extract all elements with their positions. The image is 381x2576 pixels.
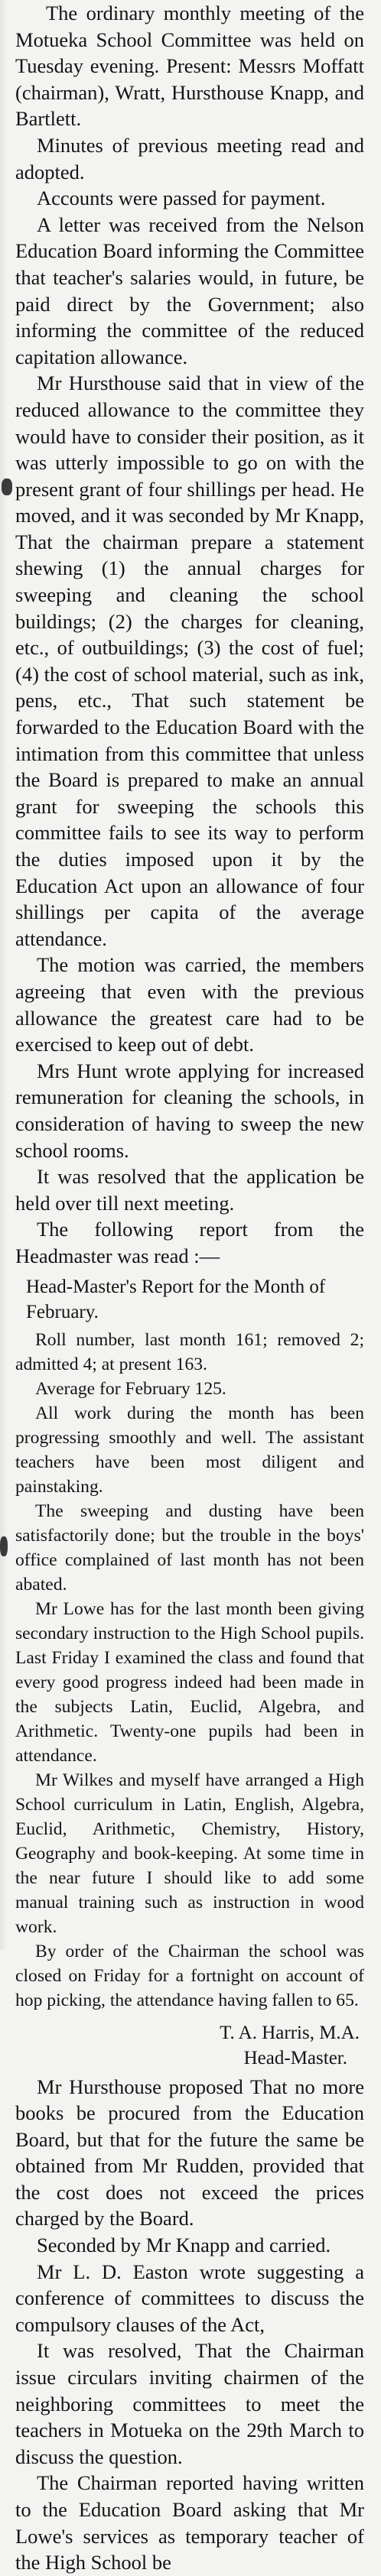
ink-blot-mark	[2, 479, 12, 495]
report-sweeping: The sweeping and dusting have been satisfactorily done; but the trouble in the boys' office complained of last month has not been abated.	[15, 1501, 364, 1595]
hursthouse-motion-paragraph: Mr Hursthouse said that in view of the reduced allowance to the committee they would have to consider their position, as it was utterly impossible to go on with the present grant of four shillings per head. He moved, and it was seconded by Mr Knapp, That the chairman prepare a statement shewing (1) the annual charges for sweeping and cleaning the school buildings; (2) the charges for cleaning, etc., of outbuildings; (3) the cost of fuel; (4) the cost of school material, such as ink, pens, etc., That such statement be forwarded to the Education Board with the intimation from this committee that unless the Board is prepared to make an annual grant for sweeping the schools this committee fails to see its way to perform the duties imposed upon it by the Education Act upon an allowance of four shillings per capita of the average attendance.	[15, 371, 364, 950]
report-curriculum: Mr Wilkes and myself have arranged a High School curriculum in Latin, English, Algebra, Euclid, Arithmetic, Chemistry, History, Geography and book-keeping. At some time in the near future I should like to add some manual training such as instruction in wood work.	[15, 1770, 364, 1937]
meeting-intro-paragraph: The ordinary monthly meeting of the Motueka School Committee was held on Tuesday evening. Present: Messrs Moffatt (chairman), Wratt, Hursthouse Knapp, and Bartlett.	[15, 2, 364, 131]
ink-blot-mark	[0, 1536, 8, 1556]
report-secondary-instruction: Mr Lowe has for the last month been giving secondary instruction to the High School pupils. Last Friday I examined the class and found that every good progress indeed had been made in the subjects Latin, Euclid, Algebra, and Arithmetic. Twenty-one pupils had been in attendance.	[15, 1598, 364, 1766]
chairman-report-paragraph: The Chairman reported having written to the Education Board asking that Mr Lowe's services as temporary teacher of the High School be	[15, 2471, 364, 2574]
report-intro-paragraph: The following report from the Headmaster was read :—	[15, 1218, 364, 1267]
circulars-resolution-paragraph: It was resolved, That the Chairman issue circulars inviting chairmen of the neighboring committees to meet the teachers in Motueka on the 29th March to discuss the question.	[15, 2339, 364, 2468]
report-signature-title: Head-Master.	[243, 2047, 347, 2068]
report-hop-picking: By order of the Chairman the school was closed on Friday for a fortnight on account of hop picking, the attendance having fallen to 65.	[15, 1941, 364, 2010]
books-motion-paragraph: Mr Hursthouse proposed That no more books be procured from the Education Board, but that for the future the same be obtained from Mr Rudden, provided that the cost does not exceed the prices charged by the Board.	[15, 2075, 364, 2230]
report-average: Average for February 125.	[35, 1378, 226, 1399]
motion-carried-paragraph: The motion was carried, the members agreeing that even with the previous allowance the greatest care had to be exercised to keep out of debt.	[15, 953, 364, 1056]
application-held-paragraph: It was resolved that the application be held over till next meeting.	[15, 1165, 364, 1215]
report-work-progress: All work during the month has been progressing smoothly and well. The assistant teachers have been most diligent and painstaking.	[15, 1403, 364, 1497]
report-roll-number: Roll number, last month 161; removed 2; admitted 4; at present 163.	[15, 1329, 364, 1374]
mrs-hunt-paragraph: Mrs Hunt wrote applying for increased remuneration for cleaning the schools, in consideration of having to sweep the new school rooms.	[15, 1059, 364, 1162]
seconded-paragraph: Seconded by Mr Knapp and carried.	[37, 2234, 331, 2257]
report-heading: Head-Master's Report for the Month of February.	[26, 1276, 326, 1322]
accounts-paragraph: Accounts were passed for payment.	[37, 187, 326, 210]
easton-letter-paragraph: Mr L. D. Easton wrote suggesting a conference of committees to discuss the compulsory clauses of the Act,	[15, 2260, 364, 2336]
report-signature: T. A. Harris, M.A.	[220, 2022, 360, 2043]
education-board-letter-paragraph: A letter was received from the Nelson Education Board informing the Committee that teacher's salaries would, in future, be paid direct by the Government; also informing the committee of the reduced capitation allowance.	[15, 213, 364, 368]
minutes-paragraph: Minutes of previous meeting read and adopted.	[15, 133, 364, 183]
